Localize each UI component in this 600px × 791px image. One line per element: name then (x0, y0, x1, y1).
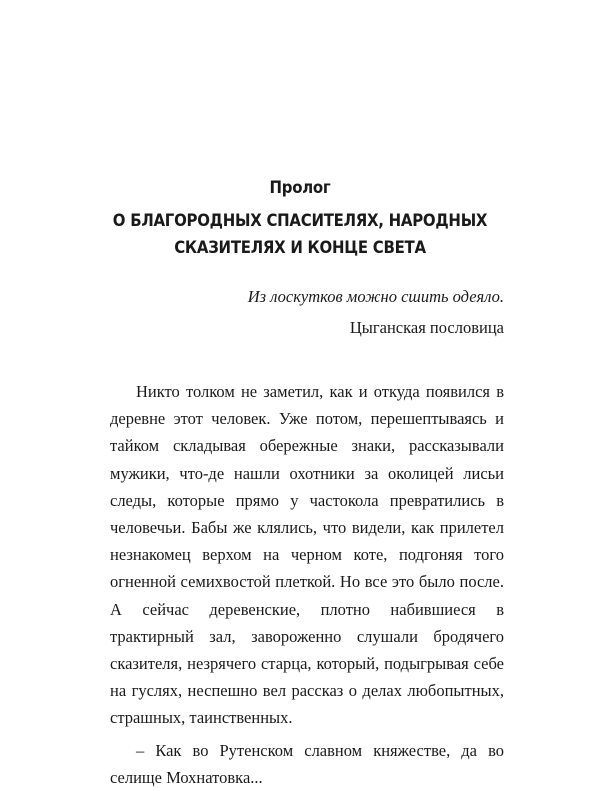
paragraph: Никто толком не заметил, как и откуда появился в деревне этот человек. Уже потом, перешептываясь и тайком складывая обережные знаки, рассказывали мужики, что-де нашли охотники за околицей лисьи следы, которые прямо у частокола превратились в человечьи. Бабы же клялись, что видели, как прилетел незнакомец верхом на черном коте, подгоняя того огненной семихвостой плеткой. Но все это было после. А сейчас деревенские, плотно набившиеся в трактирный зал, завороженно слушали бродячего сказителя, незрячего старца, который, подыгрывая себе на гуслях, неспешно вел рассказ о делах любопытных, страшных, таинственных. (110, 382, 504, 728)
epigraph-source: Цыганская пословица (349, 318, 504, 337)
paragraph: – Как во Рутенском славном княжестве, да во селище Мохнатовка... (110, 740, 504, 787)
chapter-title-line-2: СКАЗИТЕЛЯХ И КОНЦЕ СВЕТА (174, 238, 426, 258)
chapter-title (89, 208, 511, 262)
chapter-title-line-1: О БЛАГОРОДНЫХ СПАСИТЕЛЯХ, НАРОДНЫХ (112, 211, 488, 231)
body-text (110, 378, 504, 791)
prologue-label: Пролог (269, 178, 331, 198)
epigraph-quote: Из лоскутков можно сшить одеяло. (247, 287, 504, 306)
